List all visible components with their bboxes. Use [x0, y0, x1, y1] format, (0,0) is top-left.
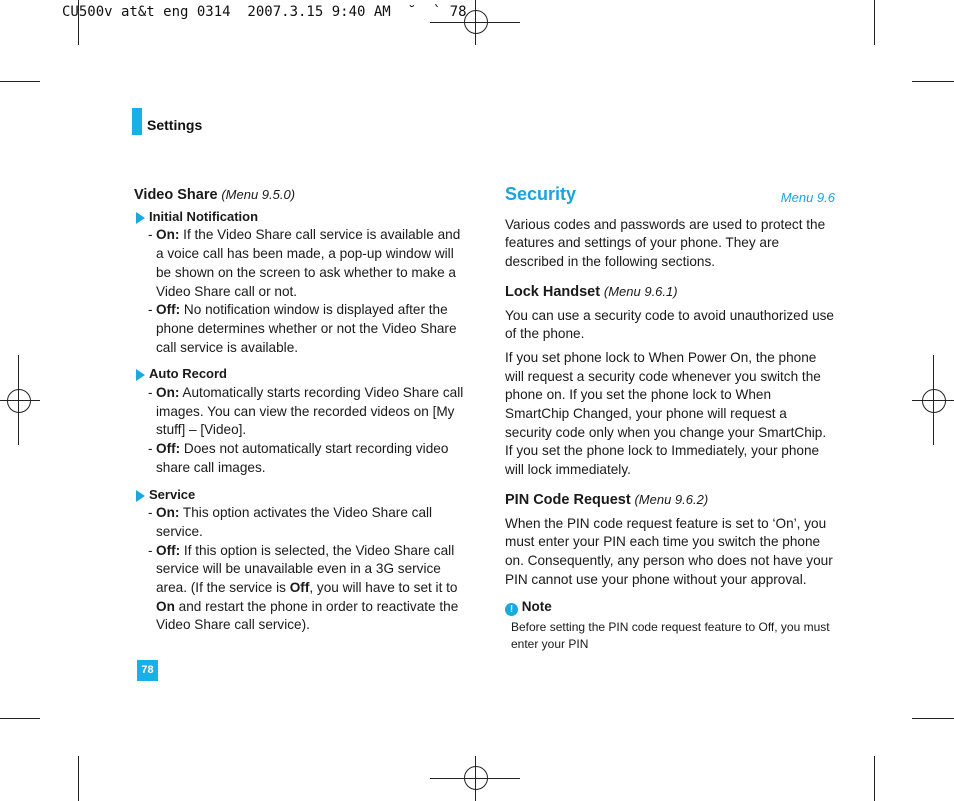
option-key: Off: [156, 441, 181, 457]
option-emphasis: Off [289, 580, 310, 596]
crop-mark [78, 756, 79, 801]
security-intro: Various codes and passwords are used to protect the features and settings of your phone. They are described in the following sections. [505, 216, 826, 270]
video-share-menu-ref: (Menu 9.5.0) [221, 187, 296, 202]
option-key: Off: [156, 542, 181, 558]
list-item: - Off: No notification window is displayed after the phone determines whether or not the Video Share call service is available. [148, 302, 457, 355]
crop-mark [0, 718, 40, 719]
list-item: - On: Automatically starts recording Video Share call images. You can view the recorded videos on [My stuff] – [Video]. [148, 385, 464, 438]
option-text: Automatically starts recording Video Share call images. You can view the recorded videos on [My stuff] – [Video]. [156, 385, 464, 438]
list-item: - Off: Does not automatically start recording video share call images. [148, 441, 449, 475]
option-key: Off: [156, 302, 181, 318]
right-column [505, 185, 835, 653]
service-heading [134, 486, 464, 505]
video-share-title: Video Share [134, 187, 218, 203]
lock-handset-paragraph: If you set phone lock to When Power On, the phone will request a security code whenever you switch the phone on. If you set the phone lock to When SmartChip Changed, your phone will request a security code only when you change your SmartChip. If you set the phone lock to Immediately, your phone will lock immediately. [505, 349, 827, 478]
lock-handset-paragraph: You can use a security code to avoid unauthorized use of the phone. [505, 307, 834, 342]
pin-code-menu-ref: (Menu 9.6.2) [634, 491, 709, 507]
option-text: If the Video Share call service is available and a voice call has been made, a pop-up window will be shown on the screen to ask whether to make a Video Share call or not. [156, 227, 461, 299]
registration-circle-icon [464, 10, 488, 34]
security-title: Security [505, 184, 577, 204]
option-text: This option activates the Video Share call service. [156, 505, 433, 539]
lock-handset-title: Lock Handset [505, 283, 601, 300]
crop-mark [0, 81, 40, 82]
note-title: Note [521, 599, 552, 615]
option-text: and restart the phone in order to reactivate the Video Share call service). [156, 598, 459, 633]
video-share-heading [134, 186, 464, 205]
triangle-bullet-icon [136, 369, 145, 381]
pin-code-title: PIN Code Request [505, 491, 631, 508]
crop-mark [874, 0, 875, 45]
option-text: , you will have to set it to [309, 580, 458, 596]
list-item: - On: If the Video Share call service is available and a voice call has been made, a pop-up window will be shown on the screen to ask whether to make a Video Share call or not. [148, 227, 461, 299]
note-heading [505, 598, 835, 617]
triangle-bullet-icon [136, 490, 145, 502]
section-tab-label: Settings [147, 117, 203, 133]
option-key: On: [156, 505, 180, 521]
left-column [134, 186, 464, 635]
option-text: If this option is selected, the Video Share call service will be unavailable even in a 3G service area. (If the service is [156, 542, 455, 596]
exclamation-icon: ! [505, 603, 518, 616]
crop-mark [912, 718, 954, 719]
pin-code-heading [505, 491, 835, 510]
option-key: On: [156, 227, 180, 243]
pin-code-paragraph: When the PIN code request feature is set to ‘On’, you must enter your PIN each time you switch the phone on. Consequently, any person who does not have your PIN cannot use your phone without your approval. [505, 515, 833, 587]
crop-mark [912, 81, 954, 82]
list-item: - Off: If this option is selected, the Video Share call service will be unavailable even in a 3G service area. (If the service is Off, you will have to set it to On and restart the phone in order to reactivate the Video Share call service). [148, 542, 459, 633]
page-number: 78 [137, 660, 158, 681]
auto-record-heading [134, 365, 464, 384]
auto-record-label: Auto Record [149, 366, 227, 382]
service-label: Service [149, 486, 196, 502]
triangle-bullet-icon [136, 212, 145, 224]
option-text: No notification window is displayed after the phone determines whether or not the Video Share call service is available. [156, 302, 457, 355]
initial-notification-label: Initial Notification [149, 208, 259, 224]
registration-circle-icon [922, 389, 946, 413]
lock-handset-menu-ref: (Menu 9.6.1) [603, 283, 678, 299]
registration-circle-icon [464, 766, 488, 790]
print-slug: CU500v at&t eng 0314 2007.3.15 9:40 AM ˘ ` 78 [62, 4, 467, 20]
note-text: Before setting the PIN code request feature to Off, you must enter your PIN [511, 620, 830, 652]
crop-mark [874, 756, 875, 801]
list-item: - On: This option activates the Video Share call service. [148, 505, 433, 539]
option-text: Does not automatically start recording video share call images. [156, 441, 449, 475]
section-tab-marker [132, 108, 142, 135]
security-menu-ref: Menu 9.6 [780, 190, 835, 205]
registration-circle-icon [7, 389, 31, 413]
lock-handset-heading [505, 283, 835, 302]
option-emphasis: On [156, 598, 175, 614]
security-heading [505, 185, 835, 206]
option-key: On: [156, 385, 180, 401]
initial-notification-heading [134, 208, 464, 227]
